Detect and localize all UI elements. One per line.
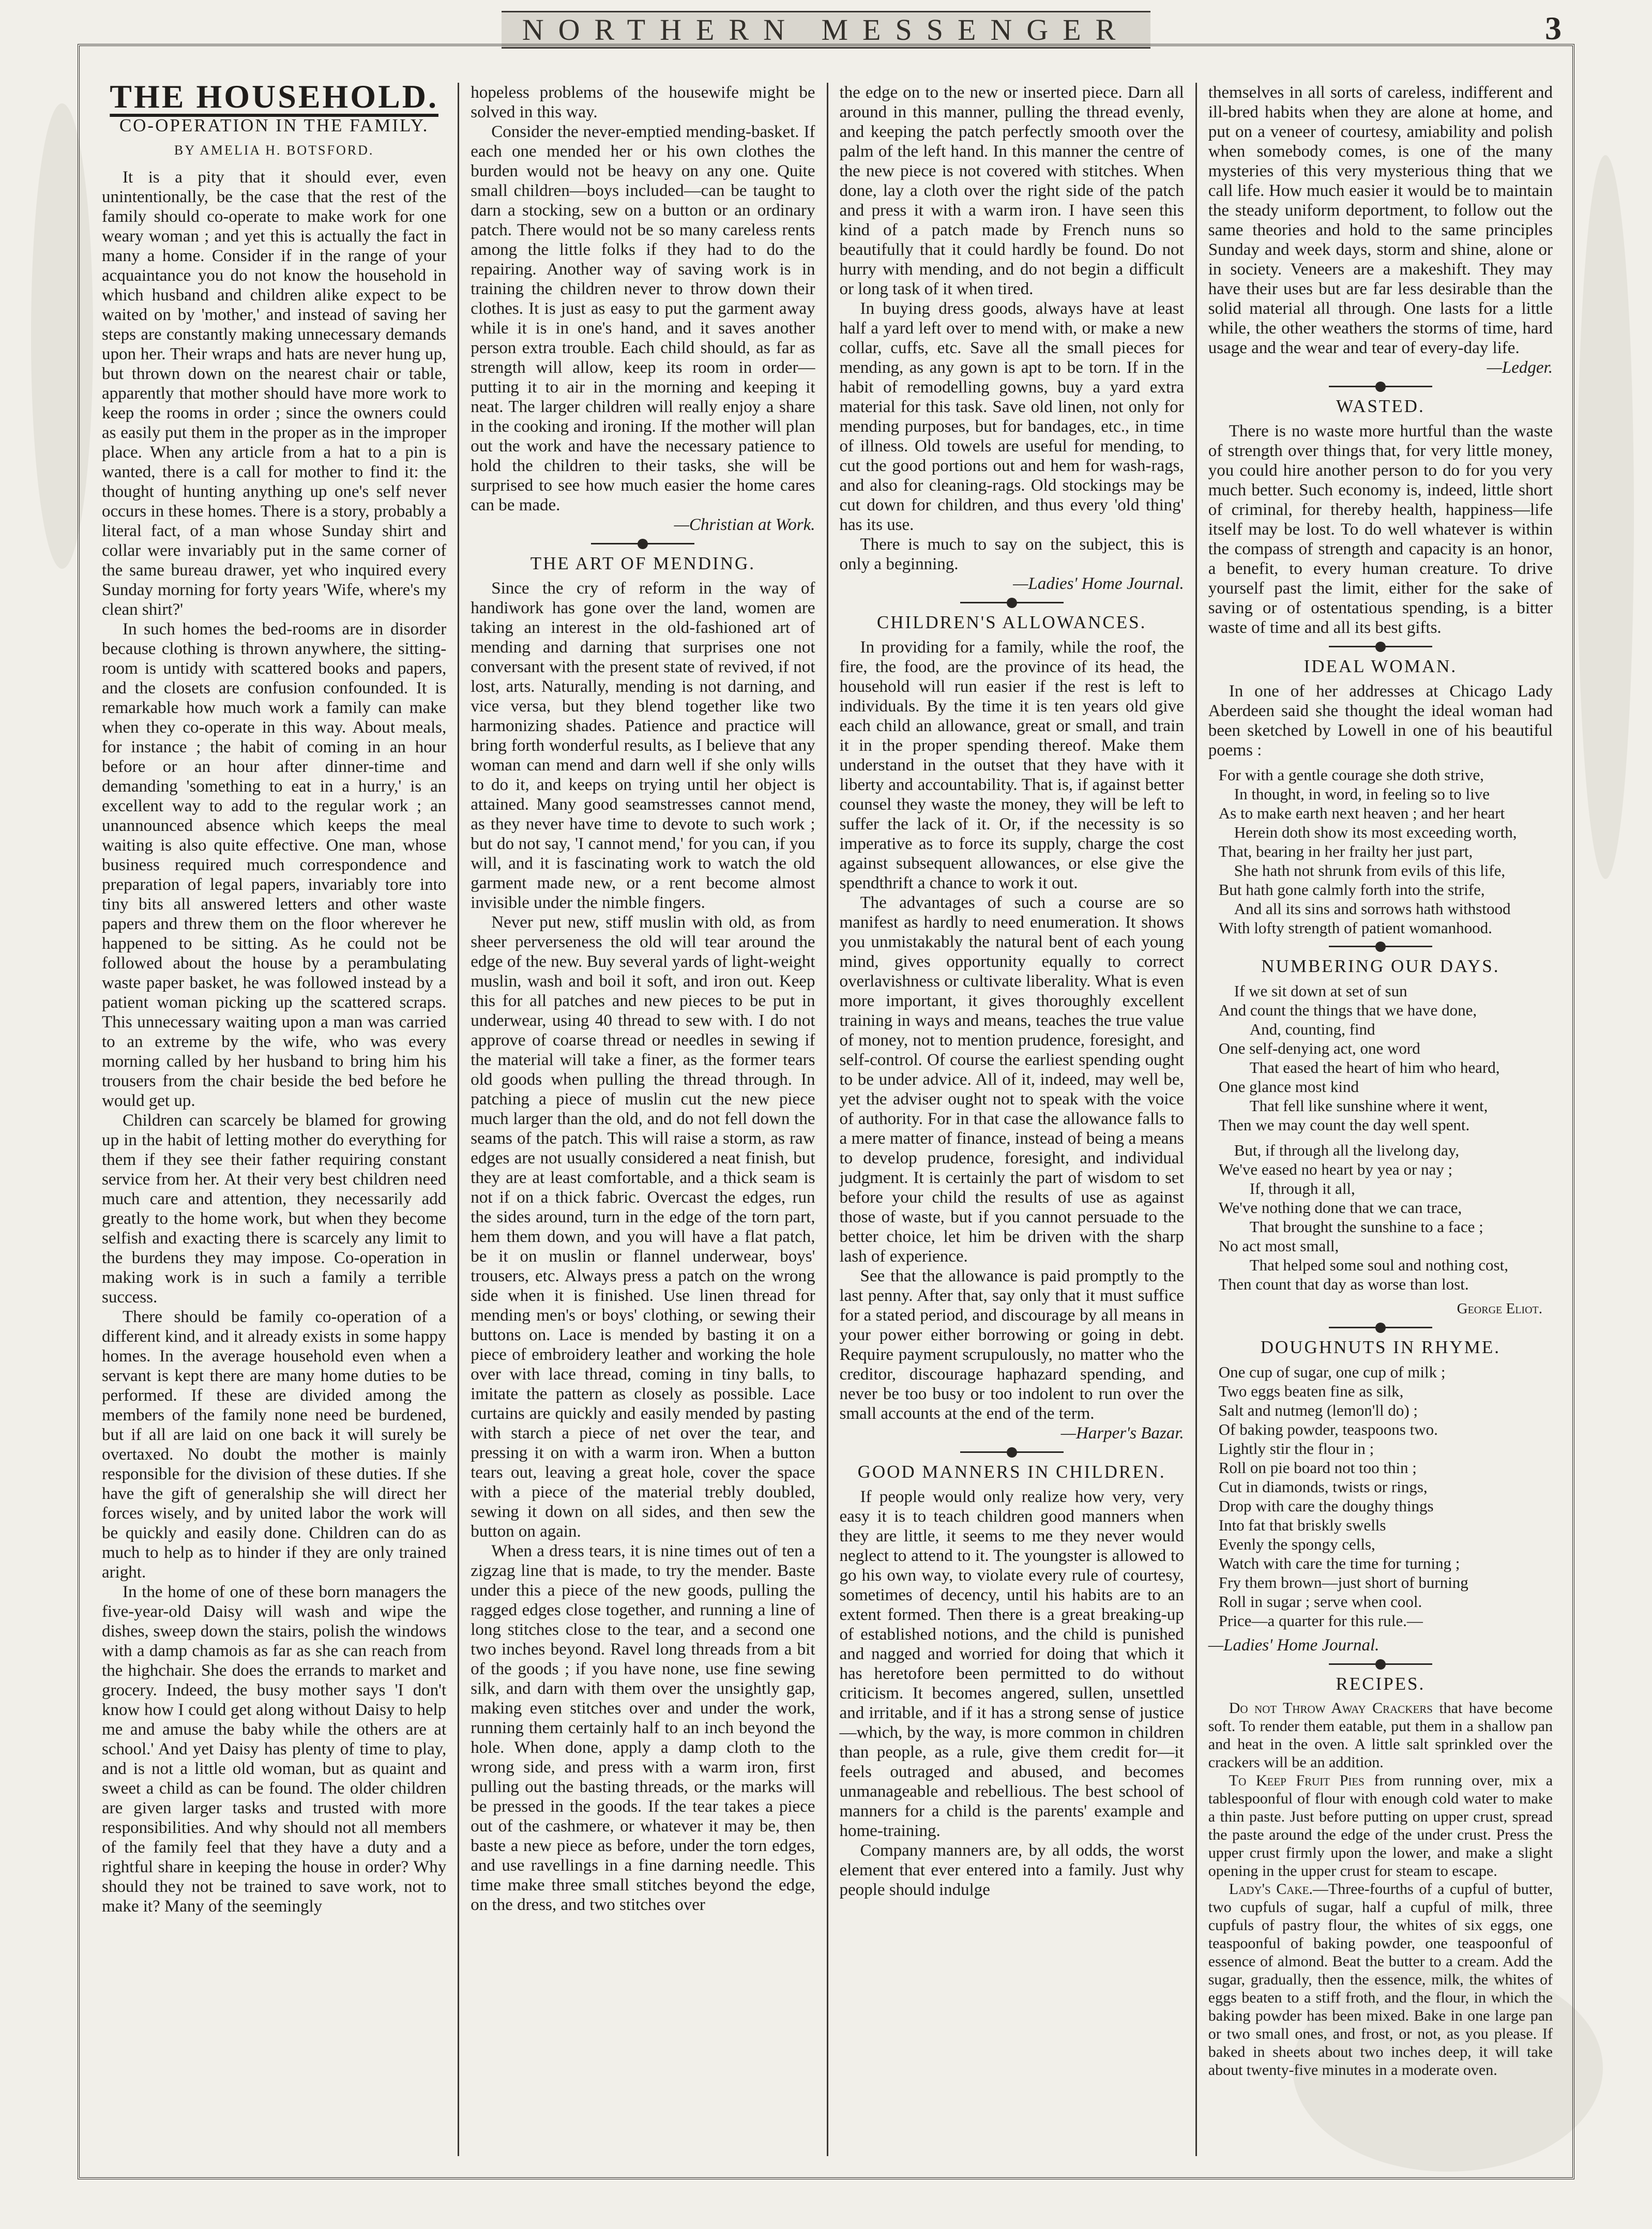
poem-line: And, counting, find (1249, 1020, 1375, 1038)
poem-line: Two eggs beaten fine as silk, (1218, 1382, 1404, 1400)
poem-line: But, if through all the livelong day, (1234, 1141, 1460, 1159)
byline: BY AMELIA H. BOTSFORD. (174, 143, 374, 158)
article-title-recipes: RECIPES. (1336, 1674, 1426, 1694)
poem-line: As to make earth next heaven ; and her heart (1218, 804, 1505, 822)
paragraph: the edge on to the new or inserted piece. Darn all around in this manner, pulling the thread evenly, and keeping the patch perfectly smooth over the palm of the left hand. In this manner the centre of the new piece is not covered with stitches. When done, lay a cloth over the right side of the patch and press it with a warm iron. I have seen this kind of a patch made by French nuns so beautifully that it could hardly be found. Do not hurry with mending, and do not begin a difficult or long task of it when tired. (839, 83, 1184, 298)
signature-george-eliot: George Eliot. (1457, 1300, 1542, 1317)
poem-line: Fry them brown—just short of burning (1218, 1573, 1468, 1591)
article-title-mending: THE ART OF MENDING. (530, 553, 756, 573)
article-title-allowances: CHILDREN'S ALLOWANCES. (876, 612, 1147, 632)
paragraph: Never put new, stiff muslin with old, as from sheer perverseness the old will tear around the edge of the new. Buy several yards of light-weight muslin, wash and boil it soft, and iron out. Keep this for all patches and new pieces to be put in underwear, using 40 thread to sew with. I do not approve of coarse thread or needles in sewing if the material will take a finer, as the former tears old goods when pulling the thread through. In patching a piece of muslin cut the new piece much larger than the old, and do not fell down the seams of the patch. This will raise a storm, as raw edges are not usually considered a neat finish, but they are at least comfortable, and a thick seam is not if on a thick fabric. Overcast the edges, run the sides around, turn in the edge of the torn part, hem them down, and you will have a flat patch, be it on muslin or flannel underwear, boys' trousers, etc. Always press a patch on the wrong side when it is finished. Use linen thread for mending men's or boys' clothing, or sewing their buttons on. Lace is mended by basting it on a piece of embroidery leather and working the hole over with lace thread, coming in tiny balls, to imitate the pattern as closely as possible. Lace curtains are quickly and easily mended by pasting with starch a piece of net over the tear, and pressing it on with a warm iron. When a button tears out, leaving a great hole, cover the space with a piece of the material trebly doubled, sewing it down on all sides, and then sew the button on again. (471, 913, 815, 1541)
poem-line: Roll on pie board not too thin ; (1218, 1459, 1417, 1477)
poem-line: We've nothing done that we can trace, (1218, 1199, 1462, 1217)
page-number: 3 (1545, 10, 1562, 47)
poem-numbering-days (1219, 981, 1553, 1294)
poem-line: Drop with care the doughy things (1218, 1497, 1434, 1515)
poem-ideal-woman (1219, 765, 1553, 937)
poem-line: Then count that day as worse than lost. (1218, 1275, 1469, 1293)
poem-line: Salt and nutmeg (lemon'll do) ; (1218, 1401, 1418, 1419)
poem-line: Roll in sugar ; serve when cool. (1218, 1593, 1422, 1611)
article-title-ideal-woman: IDEAL WOMAN. (1304, 656, 1458, 676)
poem-line: Lightly stir the flour in ; (1218, 1439, 1374, 1458)
paragraph: themselves in all sorts of careless, indifferent and ill-bred habits when they are alone at home, and put on a veneer of courtesy, amiability and polish when somebody comes, is one of the many mysteries of this very mysterious thing that we call life. How much easier it would be to maintain the steady uniform deportment, to follow out the same theories and hold to the same principles Sunday and week days, storm and shine, alone or in society. Veneers are a makeshift. They may have their uses but are far less desirable than the solid material all through. One lasts for a little while, the other weathers the storms of time, hard usage and the wear and tear of every-day life. (1208, 83, 1553, 357)
poem-line: That helped some soul and nothing cost, (1249, 1256, 1508, 1274)
poem-line: One self-denying act, one word (1218, 1039, 1420, 1057)
recipe-fruit-pies (1208, 1771, 1553, 1880)
article-title-doughnuts: DOUGHNUTS IN RHYME. (1260, 1337, 1501, 1357)
poem-line: That, bearing in her frailty her just part, (1218, 842, 1473, 860)
masthead-title: NORTHERN MESSENGER (502, 11, 1151, 49)
divider (471, 543, 815, 544)
poem-line: We've eased no heart by yea or nay ; (1218, 1160, 1453, 1178)
recipe-title: To Keep Fruit Pies (1229, 1772, 1365, 1789)
paragraph: hopeless problems of the housewife might be solved in this way. (471, 83, 815, 122)
credit: —Harper's Bazar. (1060, 1424, 1184, 1443)
paragraph: In providing for a family, while the roof, the fire, the food, are the province of its head, the household will run easier if the rest is left to individuals. By the time it is ten years old give each child an allowance, great or small, and train it in the proper spending thereof. Make them understand in the outset that they have with it liberty and accountability. That is, if against better counsel they waste the money, they will be left to suffer the lack of it. Or, if the necessity is so imperative as to force its supply, charge the cost against subsequent allowances, or else give the spendthrift a chance to work it out. (839, 638, 1184, 892)
poem-line: No act most small, (1218, 1237, 1339, 1255)
paragraph: In such homes the bed-rooms are in disorder because clothing is thrown anywhere, the sitting-room is untidy with scattered books and papers, and the closets are confusion confounded. It is remarkable how much work a family can make when they co-operate in this way. About meals, for instance ; the habit of coming in an hour before or an hour after dinner-time and demanding 'something to eat in a hurry,' is an excellent way to add to the regular work ; an unannounced absence which keeps the meal waiting is also quite effective. One man, whose business required much correspondence and preparation of legal papers, invariably tore into tiny bits all answered letters and other waste papers and threw them on the floor wherever he happened to be sitting. As he could not be followed about the house by a perambulating waste paper basket, he was followed instead by a patient woman picking up the scattered scraps. This unnecessary waiting upon a man was carried to an extreme by the wife, who was every morning called by her husband to bring him his trousers from the chair beside the bed before he would get up. (102, 620, 447, 1110)
divider (1208, 1327, 1553, 1328)
poem-line: Evenly the spongy cells, (1218, 1535, 1375, 1553)
columns (90, 83, 1564, 2156)
column-4 (1197, 83, 1564, 2156)
poem-line: Price—a quarter for this rule.— (1218, 1612, 1423, 1630)
poem-line: If we sit down at set of sun (1234, 982, 1407, 1000)
divider (840, 602, 1184, 603)
poem-line: That eased the heart of him who heard, (1249, 1058, 1500, 1076)
paragraph: In the home of one of these born managers the five-year-old Daisy will wash and wipe the dishes, sweep down the stairs, polish the windows with a damp chamois as far as she can reach from the highchair. She does the errands to market and grocery. Indeed, the busy mother says 'I don't know how I could get along without Daisy to help me and amuse the baby while the others are at school.' And yet Daisy has plenty of time to play, and is not a little old woman, but as quaint and sweet a child as can be found. The older children are given larger tasks and trusted with more responsibilities. And why should not all members of the family feel that they have a duty and a rightful share in keeping the house in order? Why should they not be trained to save work, not to make it? Many of the seemingly (102, 1583, 447, 1916)
poem-line: Into fat that briskly swells (1218, 1516, 1386, 1534)
poem-line: And count the things that we have done, (1218, 1001, 1477, 1019)
poem-line: Watch with care the time for turning ; (1218, 1554, 1460, 1572)
paragraph: Since the cry of reform in the way of handiwork has gone over the land, women are taking an interest in the old-fashioned art of mending and darning that surprises one not conversant with the present state of revived, if not lost, arts. Naturally, mending is not darning, and vice versa, but they blend together like two harmonizing shades. Patience and practice will bring forth wonderful results, as I believe that any woman can mend and darn well if she only wills to do it, and keeps on trying until her object is attained. Many good seamstresses cannot mend, as they never have time to devote to such work ; but do not say, 'I cannot mend,' for you can, if you will, and it is fascinating work to watch the old garment made new, or a rent become almost invisible under the nimble fingers. (471, 579, 815, 912)
paragraph: There is no waste more hurtful than the waste of strength over things that, for very little money, you could hire another person to do for you very much better. Such economy is, indeed, little short of criminal, for thereby health, happiness—life itself may be lost. To do well whatever is within the compass of strength and capacity is an honor, a benefit, to every human creature. To drive yourself past the limit, either for the sake of saving or of ostentatious spending, is a bitter waste of time and all its best gifts. (1208, 422, 1553, 637)
poem-line: And all its sins and sorrows hath withstood (1234, 900, 1511, 918)
paragraph: Children can scarcely be blamed for growing up in the habit of letting mother do everything for them if they see their father requiring constant service from her. At their very best children need much care and attention, they necessarily add greatly to the home work, but when they become selfish and exacting there is scarcely any limit to the burdens they may impose. Co-operation in making work is in such a family a terrible success. (102, 1111, 447, 1307)
paragraph: There is much to say on the subject, this is only a beginning. (839, 535, 1184, 573)
paragraph: It is a pity that it should ever, even unintentionally, be the case that the rest of the family should co-operate to make work for one weary woman ; and yet this is actually the fact in many a home. Consider if in the range of your acquaintance you do not know the household in which husband and children alike expect to be waited on by 'mother,' and instead of saving her steps are constantly making unnecessary demands upon her. Their wraps and hats are never hung up, but thrown down on the nearest chair or table, apparently that mother should have more work to keep the rooms in order ; since the owners could as easily put them in the proper as in the improper place. When any article from a hat to a pin is wanted, there is a call for mother to find it: the thought of hunting anything up one's self never occurs in these homes. There is a story, probably a literal fact, of a man whose Sunday shirt and collar were invariably put in the same corner of the same bureau drawer, yet who inquired every Sunday morning for forty years 'Wife, where's my clean shirt?' (102, 168, 447, 619)
credit: —Ladies' Home Journal. (1013, 574, 1184, 593)
column-3 (828, 83, 1197, 2156)
poem-doughnuts (1219, 1362, 1553, 1630)
divider (1208, 646, 1553, 647)
poem-line: In thought, in word, in feeling so to live (1234, 785, 1490, 803)
column-2 (459, 83, 828, 2156)
recipe-text: that have become soft. To render them eatable, put them in a shallow pan and heat in the oven. A little salt sprinkled over the crackers will be an addition. (1208, 1700, 1553, 1771)
paragraph: Consider the never-emptied mending-basket. If each one mended her or his own clothes the burden would not be heavy on any one. Quite small children—boys included—can be taught to darn a stocking, sew on a button or an ordinary patch. There would not be so many careless rents among the little folks if they had to do the repairing. Another way of saving work is in training the children never to throw down their clothes. It is just as easy to put the garment away while it is in one's hand, and it saves another person extra trouble. Each child should, as far as strength will allow, keep its room in order—putting it to air in the morning and keeping it neat. The larger children will really enjoy a share in the cooking and ironing. If the mother will plan out the work and have the necessary patience to hold the children to their tasks, she will be surprised to see how much easier the home cares can be made. (471, 123, 815, 514)
paragraph: Company manners are, by all odds, the worst element that ever entered into a family. Just why people should indulge (839, 1841, 1184, 1899)
masthead (78, 11, 1574, 48)
poem-line: Then we may count the day well spent. (1218, 1116, 1470, 1134)
recipes-list (1208, 1699, 1553, 2079)
recipe-crackers (1208, 1699, 1553, 1771)
household-heading: THE HOUSEHOLD. (110, 83, 438, 115)
article-title-cooperation: CO-OPERATION IN THE FAMILY. (119, 115, 429, 135)
recipe-title: Lady's Cake. (1229, 1881, 1313, 1898)
article-title-numbering: NUMBERING OUR DAYS. (1261, 956, 1500, 976)
paragraph: When a dress tears, it is nine times out of ten a zigzag line that is made, to try the mender. Baste under this a piece of the new goods, pulling the ragged edges close together, and running a line of long stitches close to the tear, and a second one two inches beyond. Ravel long threads from a bit of the goods ; if you have none, use fine sewing silk, and darn with them over the unsightly gap, making even stitches over and under the work, running them certainly half to an inch beyond the hole. When done, apply a damp cloth to the wrong side, and press with a warm iron, first pulling out the basting threads, or the marks will be pressed in the goods. If the tear takes a piece out of the cashmere, or whatever it may be, then baste a new piece as before, under the torn edges, and use ravellings in a fine darning needle. This time make three small stitches beyond the edge, on the dress, and two stitches over (471, 1542, 815, 1914)
paragraph: In buying dress goods, always have at least half a yard left over to mend with, or make a new collar, cuffs, etc. Save all the small pieces for mending, as any gown is apt to be torn. If in the habit of remodelling gowns, buy a yard extra material for this task. Save old linen, not only for mending purposes, but for bandages, etc., in time of illness. Old towels are useful for mending, to cut the good portions out and hem for wash-rags, and also for cleaning-rags. Old stockings may be cut down for children, and thus every 'old thing' has its use. (839, 299, 1184, 534)
divider (1208, 946, 1553, 947)
poem-line: Of baking powder, teaspoons two. (1218, 1420, 1438, 1438)
paragraph: In one of her addresses at Chicago Lady Aberdeen said she thought the ideal woman had been sketched by Lowell in one of his beautiful poems : (1208, 682, 1553, 760)
divider (840, 1451, 1184, 1453)
recipe-title: Do not Throw Away Crackers (1229, 1700, 1433, 1717)
poem-line: Cut in diamonds, twists or rings, (1218, 1478, 1428, 1496)
poem-line: One cup of sugar, one cup of milk ; (1218, 1363, 1446, 1381)
poem-line: That fell like sunshine where it went, (1249, 1097, 1488, 1115)
poem-line: Herein doth show its most exceeding worth, (1234, 823, 1517, 841)
article-title-wasted: WASTED. (1336, 396, 1425, 416)
poem-line: With lofty strength of patient womanhood. (1218, 919, 1492, 937)
paragraph: If people would only realize how very, very easy it is to teach children good manners when they are little, it seems to me they never would neglect to attend to it. The youngster is allowed to go his own way, to violate every rule of courtesy, sometimes of decency, until his habits are to an extent formed. Then there is a great breaking-up of established notions, and the child is punished and nagged and worried for doing that which it has heretofore been permitted to do without criticism. It becomes angered, sullen, unsettled and irritable, and if it has a strong sense of justice—which, by the way, is more common in children than people, as a rule, give them credit for—it feels outraged and abused, and becomes unmanageable and rebellious. The best school of manners for a child is the parents' example and home-training. (839, 1488, 1184, 1840)
article-title-good-manners: GOOD MANNERS IN CHILDREN. (857, 1462, 1166, 1482)
poem-line: She hath not shrunk from evils of this life, (1234, 861, 1506, 880)
poem-line: But hath gone calmly forth into the strife, (1218, 881, 1485, 899)
paragraph: There should be family co-operation of a different kind, and it already exists in some happy homes. In the average household even when a servant is kept there are many home duties to be performed. If these are divided among the members of the family none need be burdened, but if all are laid on one back it will surely be overtaxed. No doubt the mother is mainly responsible for the division of these duties. If she have the gift of generalship she will direct her forces wisely, and by united labor the work will be quickly and easily done. Children can do as much to help as to hinder if they are only trained aright. (102, 1308, 447, 1582)
poem-line: For with a gentle courage she doth strive, (1218, 766, 1484, 784)
credit: —Christian at Work. (674, 515, 815, 534)
credit: —Ledger. (1487, 358, 1553, 377)
poem-line: One glance most kind (1218, 1078, 1359, 1096)
poem-line: That brought the sunshine to a face ; (1249, 1218, 1483, 1236)
recipe-text: from running over, mix a tablespoonful of flour with enough cold water to make a thin paste. Just before putting on upper crust, spread the paste around the edge of the under crust. Press the upper crust firmly upon the lower, and make a slight opening in the upper crust for steam to escape. (1208, 1772, 1553, 1879)
paragraph: See that the allowance is paid promptly to the last penny. After that, say only that it must suffice for a stated period, and discourage by all means in your power either borrowing or going in debt. Require payment scrupulously, no matter who the creditor, discourage haphazard spending, and never be too busy or too indolent to run over the small accounts at the end of the term. (839, 1267, 1184, 1423)
paragraph: The advantages of such a course are so manifest as hardly to need enumeration. It shows you unmistakably the natural bent of each young mind, gives opportunity equally to correct overlavishness or cultivate liberality. What is even more important, it gives thoroughly excellent training in ways and means, teaches the true value of money, not to mention prudence, foresight, and self-control. Of course the earliest spending ought to be under advice. All of it, indeed, may well be, yet the adviser ought not to speak with the voice of authority. For in that case the allowance falls to a mere matter of finance, instead of being a means to develop prudence, foresight, and individual judgment. It is certainly the part of wisdom to set before your child the results of use as against those of waste, but if you cannot persuade to the better choice, let him be driven with the sharp lash of experience. (839, 893, 1184, 1266)
divider (1208, 386, 1553, 387)
column-1 (90, 83, 459, 2156)
divider (1208, 1663, 1553, 1665)
recipe-ladys-cake (1208, 1880, 1553, 2079)
poem-line: If, through it all, (1249, 1179, 1355, 1197)
credit: —Ladies' Home Journal. (1208, 1636, 1380, 1655)
recipe-text: —Three-fourths of a cupful of butter, two cupfuls of sugar, half a cupful of milk, three cupfuls of pastry flour, the whites of six eggs, one teaspoonful of baking powder, one teaspoonful of essence of almond. Beat the butter to a cream. Add the sugar, gradually, then the essence, milk, the whites of eggs beaten to a stiff froth, and the flour, in which the baking powder has been mixed. Bake in one large pan or two small ones, and frost, or not, as you please. If baked in sheets about two inches deep, it will take about twenty-five minutes in a moderate oven. (1208, 1881, 1553, 2079)
